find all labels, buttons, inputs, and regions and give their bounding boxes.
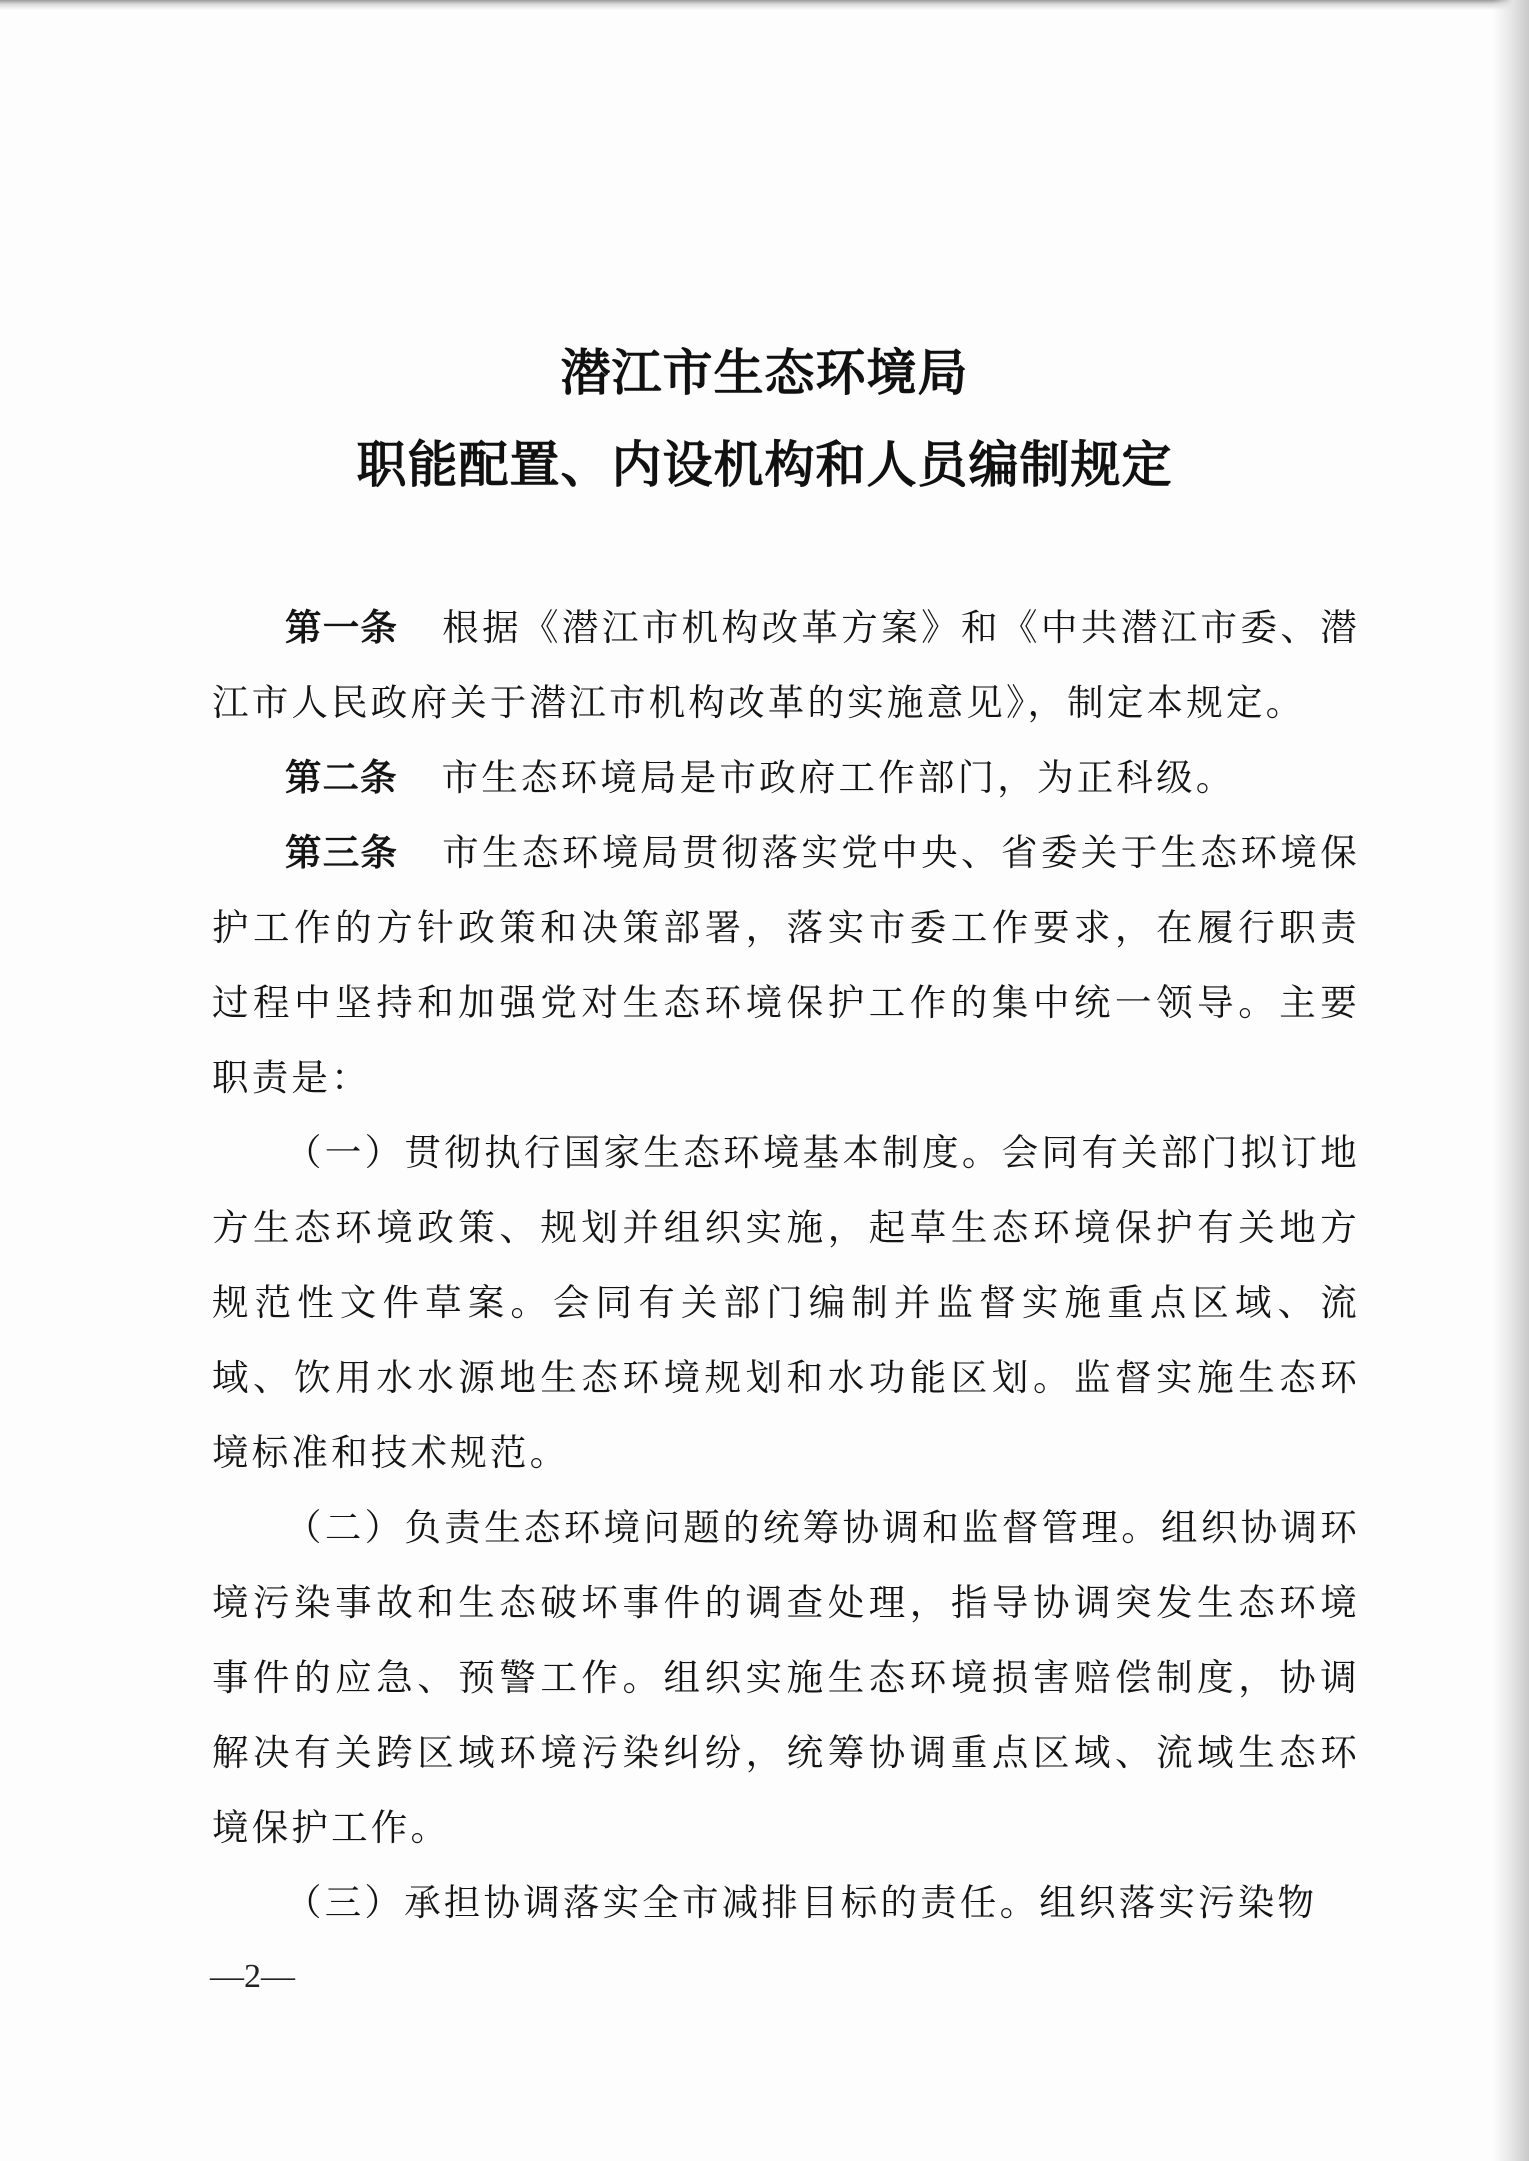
document-title-line-1: 潜江市生态环境局 (560, 343, 969, 402)
article-paragraph (212, 740, 1360, 815)
article-text: 市生态环境局是市政府工作部门，为正科级。 (441, 756, 1236, 799)
article-paragraph (212, 815, 1360, 1115)
duty-paragraph (212, 1115, 1360, 1490)
duty-text: （三）承担协调落实全市减排目标的责任。组织落实污染物 (285, 1881, 1318, 1924)
article-label: 第三条 (285, 831, 399, 874)
article-label: 第一条 (285, 606, 399, 649)
document-title-line-2: 职能配置、内设机构和人员编制规定 (356, 435, 1173, 494)
duty-paragraph (212, 1490, 1360, 1865)
article-paragraph (212, 590, 1360, 740)
article-text: 根据《潜江市机构改革方案》和《中共潜江市委、潜江市人民政府关于潜江市机构改革的实施意见》，制定本规定。 (212, 606, 1360, 724)
scan-edge-right (1493, 0, 1529, 2161)
document-body (212, 590, 1360, 1940)
scan-edge-top (0, 0, 1529, 10)
article-text: 市生态环境局贯彻落实党中央、省委关于生态环境保护工作的方针政策和决策部署，落实市委工作要求，在履行职责过程中坚持和加强党对生态环境保护工作的集中统一领导。主要职责是： (212, 831, 1360, 1099)
duty-paragraph (212, 1865, 1360, 1940)
duty-text: （二）负责生态环境问题的统筹协调和监督管理。组织协调环境污染事故和生态破坏事件的调查处理，指导协调突发生态环境事件的应急、预警工作。组织实施生态环境损害赔偿制度，协调解决有关跨区域环境污染纠纷，统筹协调重点区域、流域生态环境保护工作。 (212, 1506, 1360, 1849)
page-number: —2— (210, 1958, 295, 1995)
duty-text: （一）贯彻执行国家生态环境基本制度。会同有关部门拟订地方生态环境政策、规划并组织实施，起草生态环境保护有关地方规范性文件草案。会同有关部门编制并监督实施重点区域、流域、饮用水水源地生态环境规划和水功能区划。监督实施生态环境标准和技术规范。 (212, 1131, 1360, 1474)
article-label: 第二条 (285, 756, 398, 799)
